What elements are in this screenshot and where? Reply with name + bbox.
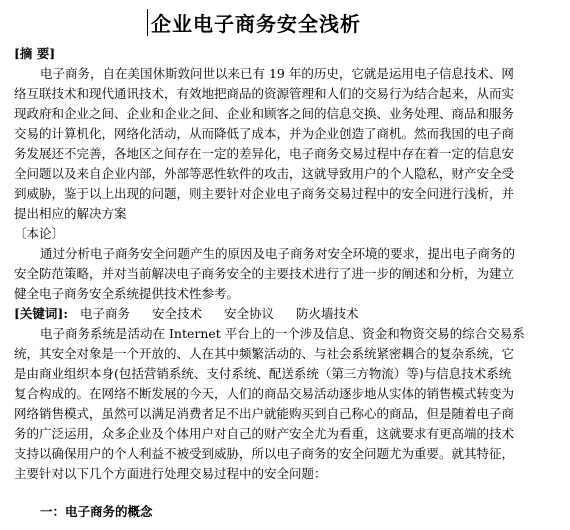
abstract-section: [14, 44, 564, 224]
abstract-line: 交易的计算机化，网络化活动，从而降低了成本，并为企业创造了商机。然而我国的电子商: [14, 126, 515, 141]
text-cursor: [147, 9, 148, 36]
section-heading: 一：电子商务的概念: [40, 504, 153, 519]
intro-label: 〔本论〕: [14, 226, 65, 241]
body-line: 复合构成的。在网络不断发展的今天，人们的商品交易活动逐步地从实体的销售模式转变为: [14, 386, 515, 401]
body-line: 网络销售模式，虽然可以满足消费者足不出户就能购买到自己称心的商品，但是随着电子商: [14, 406, 515, 421]
abstract-line: 提出相应的解决方案: [14, 206, 127, 221]
body-line: 电子商务系统是活动在 Internet 平台上的一个涉及信息、资金和物资交易的综合交易系: [40, 326, 525, 341]
abstract-label: [摘 要]: [14, 46, 56, 61]
document-title: 企业电子商务安全浅析: [151, 12, 361, 36]
body-line: 统，其安全对象是一个开放的、人在其中频繁活动的、与社会系统紧密耦合的复杂系统，它: [14, 346, 515, 361]
body-line: 支持以确保用户的个人利益不被受到威胁，所以电子商务的安全问题尤为重要。就其特征，: [14, 446, 515, 461]
abstract-line: 络互联技术和现代通讯技术，有效地把商品的资源管理和人们的交易行为结合起来，从而实: [14, 86, 515, 101]
keyword-item: 防火墙技术: [296, 306, 359, 321]
keyword-item: 安全技术: [151, 306, 202, 321]
intro-section: [14, 224, 564, 304]
abstract-line: 全问题以及来自企业内部，外部等恶性软件的攻击，这就导致用户的个人隐私，财产安全受: [14, 166, 515, 181]
keyword-item: 电子商务: [79, 306, 130, 321]
intro-line: 健全电子商务安全系统提供技术性参考。: [14, 286, 240, 301]
abstract-line: 到威胁，鉴于以上出现的问题，则主要针对企业电子商务交易过程中的安全问进行浅析，并: [14, 186, 515, 201]
abstract-line: 现政府和企业之间、企业和企业之间、企业和顾客之间的信息交换、业务处理、商品和服务: [14, 106, 515, 121]
keywords-label: [关键词]:: [14, 306, 68, 321]
body-section: [14, 324, 564, 484]
intro-line: 通过分析电子商务安全问题产生的原因及电子商务对安全环境的要求，提出电子商务的: [40, 246, 516, 261]
keyword-item: 安全协议: [223, 306, 274, 321]
body-line: 主要针对以下几个方面进行处理交易过程中的安全问题：: [14, 466, 327, 481]
keywords-section: [14, 304, 564, 324]
abstract-line: 电子商务，自在美国休斯敦问世以来已有 19 年的历史，它就是运用电子信息技术、网: [40, 66, 514, 81]
body-line: 是由商业组织本身(包括营销系统、支付系统、配送系统（第三方物流）等)与信息技术系统: [14, 366, 512, 381]
body-line: 务的广泛运用，众多企业及个体用户对自己的财产安全尤为看重，这就要求有更高端的技术: [14, 426, 515, 441]
abstract-line: 务发展还不完善，各地区之间存在一定的差异化，电子商务交易过程中存在着一定的信息安: [14, 146, 515, 161]
section-heading-block: [14, 502, 564, 522]
intro-line: 安全防范策略，并对当前解决电子商务安全的主要技术进行了进一步的阐述和分析，为建立: [14, 266, 515, 281]
